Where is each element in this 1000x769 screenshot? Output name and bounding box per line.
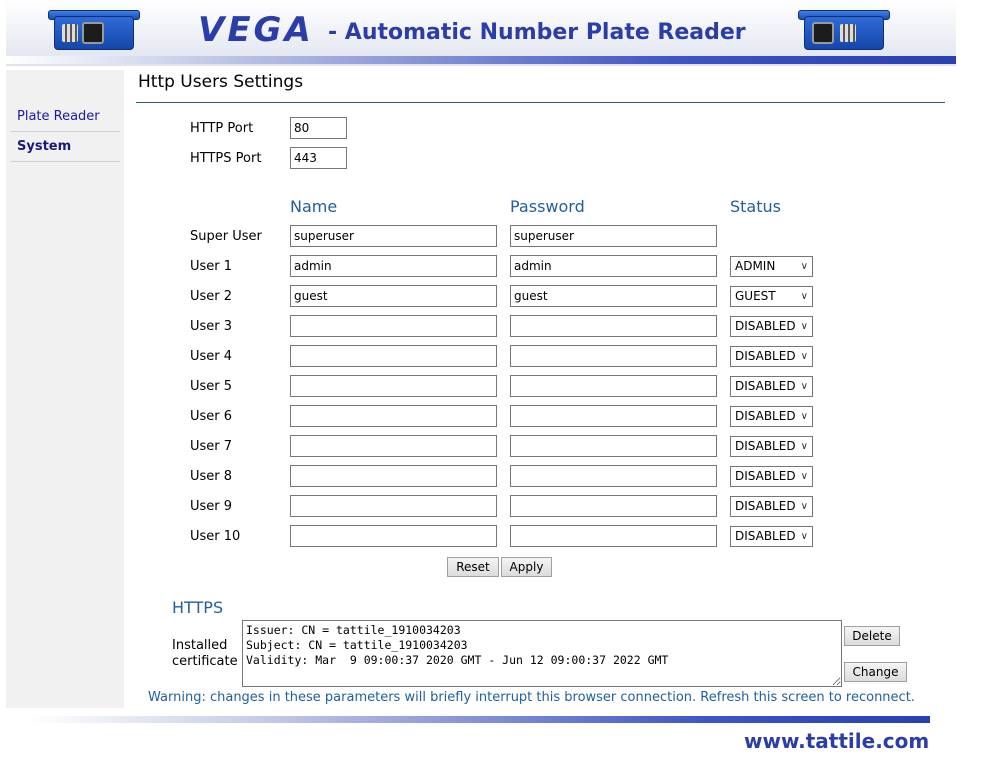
user-status-select[interactable] — [730, 286, 813, 307]
user-name-input[interactable] — [290, 405, 497, 427]
user-name-input[interactable] — [290, 285, 497, 307]
https-port-label: HTTPS Port — [190, 151, 262, 166]
chevron-down-icon: ∨ — [800, 381, 808, 392]
user-name-input[interactable] — [290, 255, 497, 277]
user-password-input[interactable] — [510, 495, 717, 517]
user-name-input[interactable] — [290, 465, 497, 487]
user-status-value: DISABLED — [735, 349, 796, 363]
user-name-input[interactable] — [290, 525, 497, 547]
super-user-name-input[interactable] — [290, 225, 497, 247]
user-password-input[interactable] — [510, 465, 717, 487]
super-user-password-input[interactable] — [510, 225, 717, 247]
warning-text: Warning: changes in these parameters will briefly interrupt this browser connection. Refresh this screen to reconnect. — [148, 690, 915, 705]
user-label: User 4 — [190, 349, 233, 364]
user-status-select[interactable] — [730, 376, 813, 397]
header-divider — [6, 56, 956, 64]
user-label: User 7 — [190, 439, 233, 454]
header-banner — [6, 0, 956, 66]
user-label: User 1 — [190, 259, 233, 274]
user-name-input[interactable] — [290, 375, 497, 397]
vega-logo: VEGA — [198, 10, 314, 50]
http-port-label: HTTP Port — [190, 121, 254, 136]
user-password-input[interactable] — [510, 405, 717, 427]
user-status-select[interactable] — [730, 346, 813, 367]
chevron-down-icon: ∨ — [800, 291, 808, 302]
sidebar-item-plate-reader[interactable]: Plate Reader — [10, 102, 120, 132]
chevron-down-icon: ∨ — [800, 441, 808, 452]
user-status-value: DISABLED — [735, 409, 796, 423]
user-status-value: DISABLED — [735, 529, 796, 543]
user-password-input[interactable] — [510, 525, 717, 547]
user-status-select[interactable] — [730, 436, 813, 457]
delete-certificate-button[interactable]: Delete — [844, 626, 900, 646]
user-name-input[interactable] — [290, 315, 497, 337]
user-password-input[interactable] — [510, 255, 717, 277]
page-title: Http Users Settings — [138, 72, 304, 92]
chevron-down-icon: ∨ — [800, 411, 808, 422]
super-user-label: Super User — [190, 229, 262, 244]
user-status-value: DISABLED — [735, 319, 796, 333]
sidebar — [6, 70, 124, 708]
user-status-select[interactable] — [730, 526, 813, 547]
user-label: User 9 — [190, 499, 233, 514]
camera-left-image — [48, 6, 140, 54]
user-password-input[interactable] — [510, 345, 717, 367]
user-password-input[interactable] — [510, 375, 717, 397]
name-column-header: Name — [290, 197, 338, 216]
change-certificate-button[interactable]: Change — [844, 662, 907, 682]
user-status-select[interactable] — [730, 406, 813, 427]
user-status-select[interactable] — [730, 496, 813, 517]
chevron-down-icon: ∨ — [800, 531, 808, 542]
user-name-input[interactable] — [290, 495, 497, 517]
chevron-down-icon: ∨ — [800, 351, 808, 362]
user-status-select[interactable] — [730, 256, 813, 277]
user-label: User 10 — [190, 529, 241, 544]
password-column-header: Password — [510, 197, 585, 216]
user-status-select[interactable] — [730, 466, 813, 487]
user-label: User 5 — [190, 379, 233, 394]
footer-divider — [30, 716, 930, 723]
user-label: User 2 — [190, 289, 233, 304]
user-label: User 8 — [190, 469, 233, 484]
user-status-value: DISABLED — [735, 379, 796, 393]
chevron-down-icon: ∨ — [800, 261, 808, 272]
user-status-value: ADMIN — [735, 259, 776, 273]
title-divider — [136, 102, 945, 103]
user-label: User 3 — [190, 319, 233, 334]
user-status-value: DISABLED — [735, 439, 796, 453]
cert-label-line2: certificate — [172, 654, 238, 669]
https-section-title: HTTPS — [172, 598, 224, 617]
reset-button[interactable]: Reset — [447, 557, 499, 577]
chevron-down-icon: ∨ — [800, 501, 808, 512]
user-status-value: DISABLED — [735, 469, 796, 483]
https-port-input[interactable] — [290, 147, 347, 169]
apply-button[interactable]: Apply — [501, 557, 552, 577]
chevron-down-icon: ∨ — [800, 471, 808, 482]
footer-url[interactable]: www.tattile.com — [744, 729, 930, 753]
status-column-header: Status — [730, 197, 781, 216]
sidebar-item-system[interactable]: System — [10, 132, 120, 162]
user-label: User 6 — [190, 409, 233, 424]
user-status-select[interactable] — [730, 316, 813, 337]
cert-label-line1: Installed — [172, 638, 228, 653]
user-name-input[interactable] — [290, 345, 497, 367]
user-password-input[interactable] — [510, 315, 717, 337]
app-title: - Automatic Number Plate Reader — [328, 20, 746, 45]
user-password-input[interactable] — [510, 435, 717, 457]
user-password-input[interactable] — [510, 285, 717, 307]
user-name-input[interactable] — [290, 435, 497, 457]
http-port-input[interactable] — [290, 117, 347, 139]
camera-right-image — [798, 6, 890, 54]
installed-certificate-label — [172, 638, 238, 670]
certificate-textarea[interactable] — [242, 620, 842, 687]
chevron-down-icon: ∨ — [800, 321, 808, 332]
user-status-value: DISABLED — [735, 499, 796, 513]
user-status-value: GUEST — [735, 289, 776, 303]
